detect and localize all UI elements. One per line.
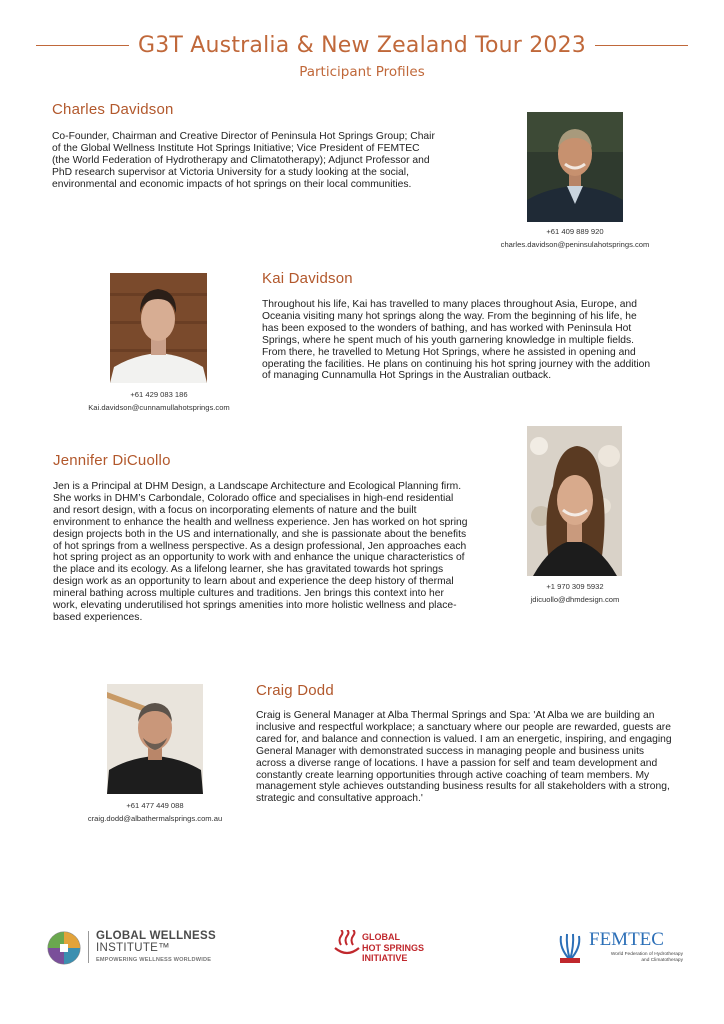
global-wellness-institute-logo (46, 928, 236, 970)
portrait-kai (110, 273, 207, 383)
profile-phone: +61 429 083 186 (130, 390, 188, 399)
portrait-jennifer (527, 426, 622, 576)
profile-phone: +1 970 309 5932 (546, 582, 604, 591)
profile-email[interactable]: Kai.davidson@cunnamullahotsprings.com (88, 403, 230, 412)
page-title: G3T Australia & New Zealand Tour 2023 (137, 32, 587, 58)
profile-photo (527, 426, 622, 576)
hsi-text (362, 932, 424, 964)
title-row (36, 30, 688, 60)
profile-contact (60, 799, 250, 825)
gwi-tagline: EMPOWERING WELLNESS WORLDWIDE (96, 957, 212, 963)
profile-bio: Throughout his life, Kai has travelled to many places throughout Asia, Europe, and Oceania visiting many hot springs along the way. From the beginning of his life, he has been exposed to the wonders of bathing, and has worked with Peninsula Hot Springs, where he spent much of his youth garnering knowledge in multiple fields. From there, he travelled to Metung Hot Springs, where he assisted in opening and operating the facilities. He plans on continuing his hot spring journey with the addition of managing Cunnamulla Hot Springs in the Australian outback. (262, 299, 651, 382)
gwi-line2: INSTITUTE™ (96, 942, 170, 954)
profile-photo (107, 684, 203, 794)
femtec-sub1: World Federation of Hydrotherapy (610, 952, 683, 957)
femtec-sub2: and Climatotherapy (641, 958, 683, 963)
gwi-emblem-icon (46, 930, 82, 966)
profile-email[interactable]: craig.dodd@albathermalsprings.com.au (87, 814, 223, 823)
femtec-logo (555, 928, 685, 970)
profile-name: Jennifer DiCuollo (53, 452, 171, 469)
title-rule-right (595, 45, 688, 46)
profile-photo (527, 112, 623, 222)
profile-phone: +61 477 449 088 (126, 801, 184, 810)
gwi-divider (88, 931, 89, 963)
profile-phone: +61 409 889 920 (546, 227, 604, 236)
profile-name: Craig Dodd (256, 682, 334, 699)
hot-springs-initiative-logo (318, 928, 428, 970)
femtec-subtitle (591, 952, 683, 964)
title-rule-left (36, 45, 129, 46)
page-subtitle: Participant Profiles (299, 64, 425, 80)
femtec-fountain-icon (555, 930, 585, 964)
profile-bio: Co-Founder, Chairman and Creative Director of Peninsula Hot Springs Group; Chair of the Global Wellness Institute Hot Springs Initiative; Vice President of FEMTEC (the World Federation of Hydrotherapy and Climatotherapy); Adjunct Professor and PhD research supervisor at Victoria University for a study looking at the social, environmental and economic impacts of hot springs on their local communities. (52, 131, 435, 190)
profile-contact (60, 388, 258, 414)
hsi-line2: HOT SPRINGS (362, 942, 425, 953)
profile-contact (480, 225, 670, 251)
portrait-charles (527, 112, 623, 222)
hsi-line3: INITIATIVE (362, 953, 408, 963)
profile-email[interactable]: charles.davidson@peninsulahotsprings.com (500, 240, 650, 249)
profile-name: Charles Davidson (52, 101, 174, 118)
profile-bio: Craig is General Manager at Alba Thermal Springs and Spa: 'At Alba we are building an inclusive and respectful workplace; a sanctuary where our people are rewarded, guests are cared for, and balance and connection is valued. I am an energetic, inspiring, and engaging General Manager with demonstrated success in managing people and business units across a diverse range of locations. I have a passion for self and team development and constantly create learning opportunities through active coaching of team members. My management style achieves outstanding business results for all stakeholders with a strong, strategic and consultative approach.' (256, 710, 672, 805)
hsi-line1: GLOBAL (362, 932, 400, 942)
femtec-name: FEMTEC (589, 929, 664, 950)
hot-springs-icon (332, 930, 362, 956)
profile-email[interactable]: jdicuollo@dhmdesign.com (530, 595, 620, 604)
gwi-line1: GLOBAL WELLNESS (96, 930, 216, 942)
profile-contact (480, 580, 670, 606)
portrait-craig (107, 684, 203, 794)
profile-name: Kai Davidson (262, 270, 353, 287)
profile-photo (110, 273, 207, 383)
profile-bio: Jen is a Principal at DHM Design, a Landscape Architecture and Ecological Planning firm. She works in DHM’s Carbondale, Colorado office and specialises in high-end residential and resort design, with a focus on incorporating elements of nature and the built environment to enhance the health and wellness experience. Jen has worked on hot spring design projects both in the US and internationally, and she is passionate about the benefits of hot springs from a wellness perspective. As a design professional, Jen approaches each hot spring project as an opportunity to work with and enhance the unique characteristics of the place and its ecology. As a lifelong learner, she has gravitated towards hot springs design work as an opportunity to learn about and experience the deep history of thermal mineral bathing across multiple cultures and traditions. Jen brings this context into her work, elevating underutilised hot springs amenities into more holistic wellness and place-based experiences. (53, 481, 468, 623)
